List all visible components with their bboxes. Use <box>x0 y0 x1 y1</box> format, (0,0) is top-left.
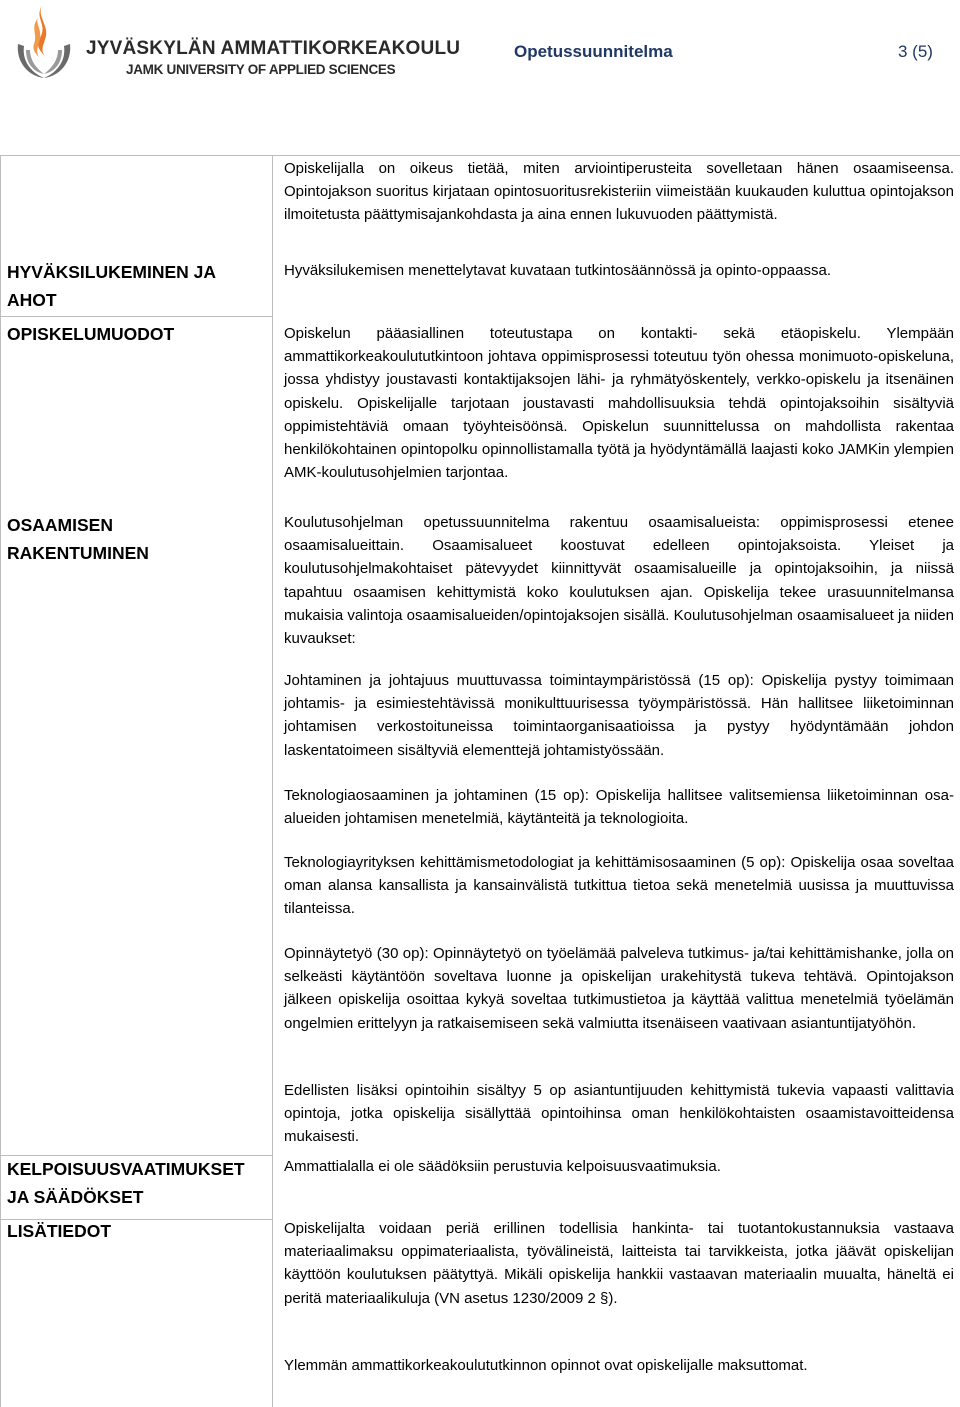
label-lisatiedot: LISÄTIEDOT <box>7 1221 112 1241</box>
page-number: 3 (5) <box>898 42 933 61</box>
label-saadokset: JA SÄÄDÖKSET <box>7 1187 144 1207</box>
paragraph-lisatiedot-maksuttomat: Ylemmän ammattikorkeakoulututkinnon opinnot ovat opiskelijalle maksuttomat. <box>284 1357 808 1374</box>
label-osaamisen: OSAAMISEN <box>7 515 113 535</box>
paragraph-johtaminen: Johtaminen ja johtajuus muuttuvassa toimintaympäristössä (15 op): Opiskelija pystyy toimimaan johtamis- ja esimiestehtävissä monikulttuurisessa työympäristössä. Hän hallitsee liiketoiminnan johtamisen verkostoituneissa toimintaorganisaatioissa ja pystyy hyödyntämään johdon laskentatoimeen sisältyviä elementtejä johtamistyössään. <box>284 672 954 759</box>
paragraph-osaamisen-rakentuminen: Koulutusohjelman opetussuunnitelma rakentuu osaamisalueista: oppimisprosessi etenee osaamisalueittain. Osaamisalueet koostuvat edelleen opintojaksoista. Yleiset ja koulutusohjelmakohtaiset pätevyydet kiinnittyvät osaamisalueille ja opintojaksoihin, ja niissä tapahtuu osaamisen kehittymistä koko koulutuksen ajan. Opiskelija tekee urasuunnitelmansa mukaisia valintoja osaamisalueiden/opintojaksojen sisällä. Koulutusohjelman osaamisalueet ja niiden kuvaukset: <box>284 514 954 648</box>
label-opiskelumuodot: OPISKELUMUODOT <box>7 324 175 344</box>
university-name-english: JAMK UNIVERSITY OF APPLIED SCIENCES <box>126 62 396 77</box>
page-header <box>0 0 960 105</box>
paragraph-kehittaminen: Teknologiayrityksen kehittämismetodologiat ja kehittämisosaaminen (5 op): Opiskelija osaa soveltaa oman alansa kansallista ja kansainvälistä tutkittua tietoa sekä menetelmiä uusissa ja muuttuvissa tilanteissa. <box>284 854 954 918</box>
label-rakentuminen: RAKENTUMINEN <box>7 543 149 563</box>
jamk-logo-icon <box>8 4 80 84</box>
row-divider <box>0 316 273 317</box>
table-top-border <box>0 155 960 156</box>
document-title: Opetussuunnitelma <box>514 42 673 61</box>
curriculum-table <box>0 155 960 1407</box>
paragraph-teknologia: Teknologiaosaaminen ja johtaminen (15 op): Opiskelija hallitsee valitsemiensa liiketoiminnan osa-alueiden johtamisen menetelmiä, käytänteitä ja teknologioita. <box>284 787 954 828</box>
paragraph-opiskelumuodot: Opiskelun pääasiallinen toteutustapa on kontakti- sekä etäopiskelu. Ylempään ammattikorkeakoulututkintoon johtava oppimisprosessi toteutuu työn ohessa monimuoto-opiskeluna, jossa yhdistyy joustavasti kontaktijaksojen lähi- ja ryhmätyöskentely, verkko-opiskelu ja itsenäinen opiskelu. Opiskelijalle tarjotaan joustavasti mahdollisuuksia tehdä opintojaksoihin sisältyviä oppimistehtäviä omaan työyhteisöönsä. Opiskelun suunnittelussa on mahdollista rakentaa henkilökohtainen opintopolku opinnollistamalla työtä ja hyödyntämällä laajasti koko JAMKin ylempien AMK-koulutusohjelmien tarjontaa. <box>284 325 954 482</box>
paragraph-arviointi: Opiskelijalla on oikeus tietää, miten arviointiperusteita sovelletaan hänen osaamiseensa. Opintojakson suoritus kirjataan opintosuoritusrekisteriin viimeistään kuukauden kuluttua opintojakson ilmoitetusta päättymisajankohdasta ja aina ennen lukuvuoden päättymistä. <box>284 160 954 224</box>
label-hyvaksilukeminen-ahot: AHOT <box>7 290 57 310</box>
paragraph-hyvaksilukeminen: Hyväksilukemisen menettelytavat kuvataan tutkintosäännössä ja opinto-oppaassa. <box>284 262 831 279</box>
paragraph-lisatiedot-maksut: Opiskelijalta voidaan periä erillinen todellisia hankinta- tai tuotantokustannuksia vastaava materiaalimaksu oppimateriaalista, työvälineistä, laitteista tai tarvikkeista, jotka jäävät opiskelijan käyttöön koulutuksen päätyttyä. Mikäli opiskelija hankkii vastaavan materiaalin muualta, häneltä ei peritä materiaalikuluja (VN asetus 1230/2009 2 §). <box>284 1220 954 1307</box>
paragraph-asiantuntijuus: Edellisten lisäksi opintoihin sisältyy 5 op asiantuntijuuden kehittymistä tukevia vapaasti valittavia opintoja, jotka opiskelija sisällyttää opintoihinsa oman henkilökohtaisten osaamistavoitteidensa mukaisesti. <box>284 1082 954 1146</box>
paragraph-opinnaytetyo: Opinnäytetyö (30 op): Opinnäytetyö on työelämää palveleva tutkimus- ja/tai kehittämishanke, jolla on selkeästi käytäntöön soveltava luonne ja opiskelijan urakehitystä tukeva tehtävä. Opintojakson jälkeen opiskelija osoittaa kykyä soveltaa tutkimustietoa ja käyttää valittua menetelmiä työelämän ongelmien erittelyyn ja ratkaisemiseen sekä valmiutta itsenäiseen vaativaan asiantuntijatyöhön. <box>284 945 954 1032</box>
label-kelpoisuusvaatimukset: KELPOISUUSVAATIMUKSET <box>7 1159 245 1179</box>
university-name: JYVÄSKYLÄN AMMATTIKORKEAKOULU <box>86 38 461 59</box>
label-hyvaksilukeminen: HYVÄKSILUKEMINEN JA <box>7 262 217 282</box>
paragraph-kelpoisuus: Ammattialalla ei ole säädöksiin perustuvia kelpoisuusvaatimuksia. <box>284 1158 721 1175</box>
